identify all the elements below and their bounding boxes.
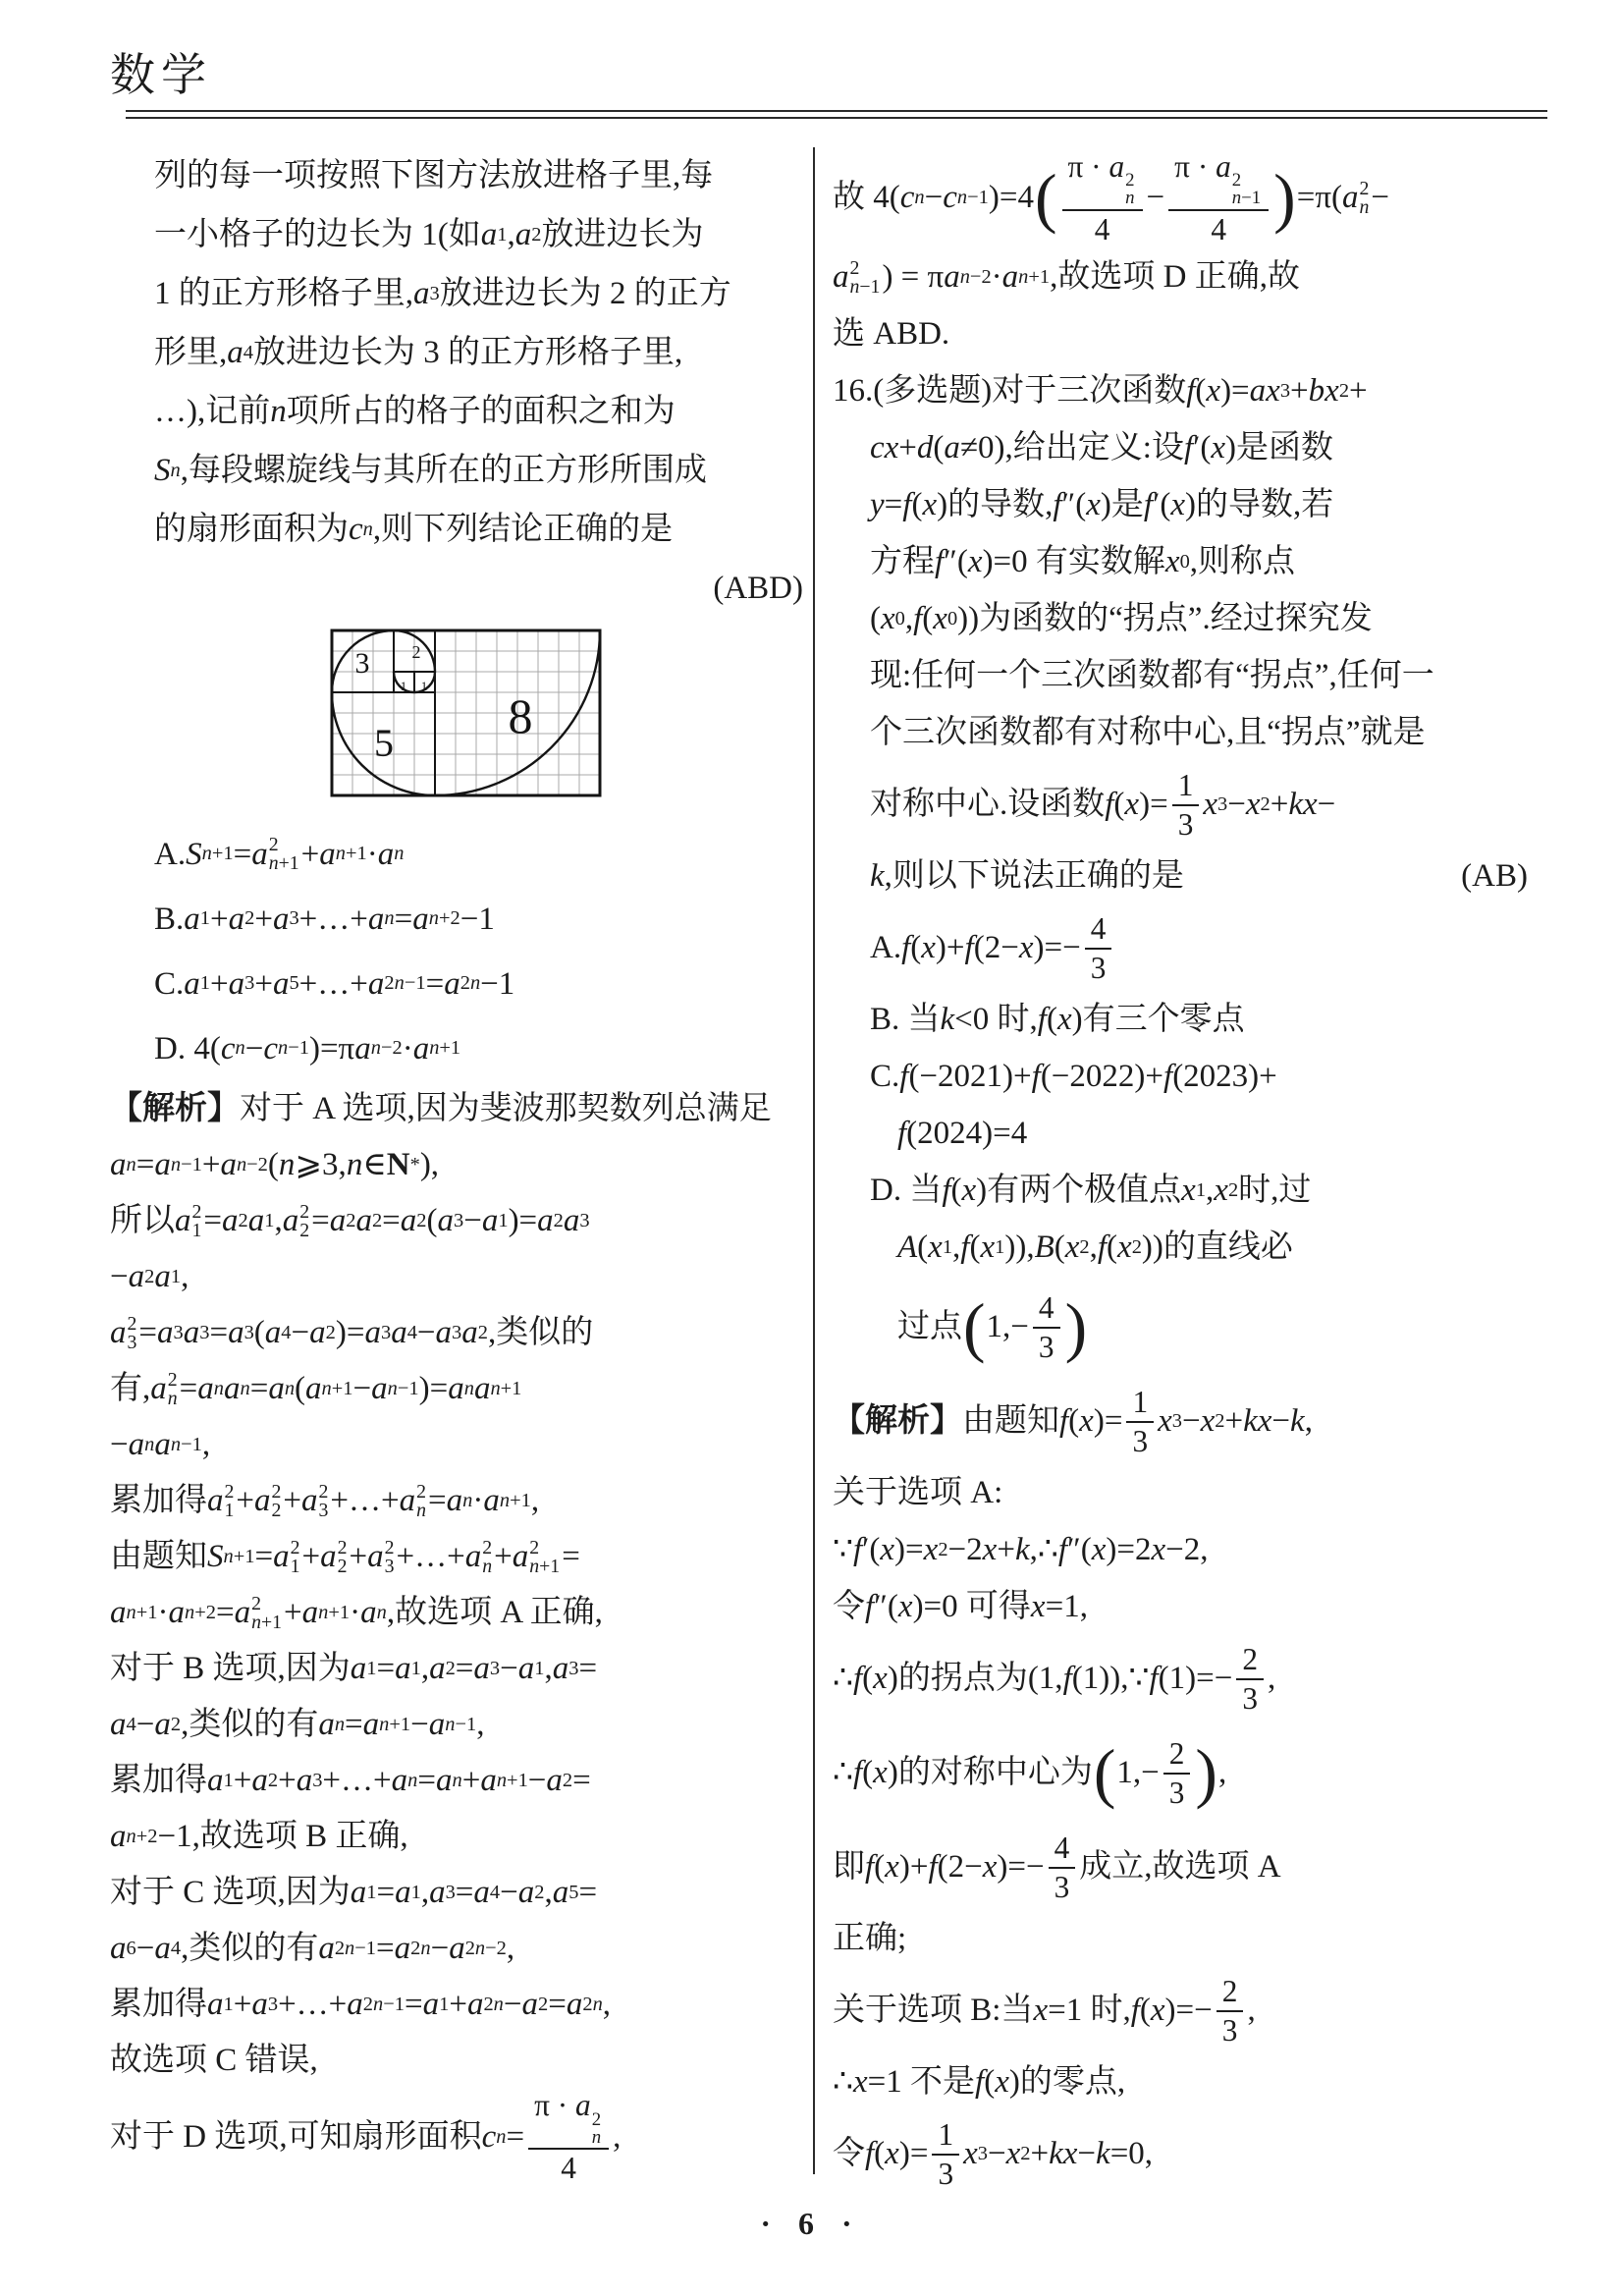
text-line: (ABD) (713, 571, 803, 607)
left-column (110, 147, 811, 2186)
text-line: 对于 D 选项,可知扇形面积 c n = π · a 2 n 4 , (110, 2088, 622, 2186)
text-line: a 4 − a 2 ,类似的有 a n = a n+1 − a n−1 , (110, 1707, 485, 1743)
text-line: 列的每一项按照下图方法放进格子里,每 (154, 158, 714, 194)
text-line: 过点 ( 1,− 4 3 ) (897, 1289, 1088, 1365)
text-line: 16.(多选题)对于三次函数 f ( x )= ax 3 + bx 2 + (833, 373, 1368, 410)
square-size-label: 5 (374, 721, 394, 765)
column-divider (813, 147, 815, 2174)
text-line: 方程 f ″( x )=0 有实数解 x 0 ,则称点 (870, 544, 1296, 580)
text-line: 【解析】 对于 A 选项,因为斐波那契数列总满足 (110, 1091, 772, 1127)
text-line: 个三次函数都有对称中心,且“拐点”就是 (870, 715, 1426, 751)
header-rule (126, 110, 1547, 119)
text-line: ∵ f ′( x )= x 2 −2 x + k ,∴ f ″( x )=2 x −2, (833, 1532, 1209, 1568)
text-line: 关于选项 A: (833, 1475, 1003, 1511)
text-line: 正确; (833, 1921, 907, 1957)
square-size-label: 1 (400, 679, 407, 693)
question-text-block (110, 147, 811, 619)
text-line: 形里, a 4 放进边长为 3 的正方形格子里, (154, 335, 683, 371)
text-line: y = f ( x )的导数, f ″( x )是 f ′( x )的导数,若 (870, 487, 1334, 523)
text-line: 累加得 a 1 + a 3 +…+ a 2n−1 = a 1 + a 2n − a 2 = a 2n , (110, 1987, 612, 2023)
text-line: A. f ( x )+ f (2− x )=− 4 3 (833, 905, 1534, 992)
text-line: 一小格子的边长为 1(如 a 1 , a 2 放进边长为 (154, 217, 704, 253)
text-line: 1 的正方形格子里, a 3 放进边长为 2 的正方 (154, 276, 731, 312)
page-title: 数学 (110, 50, 212, 100)
square-size-label: 2 (411, 642, 421, 662)
text-line: 令 f ( x )= 1 3 x 3 − x 2 + kx − k =0, (833, 2116, 1154, 2191)
analysis-block (110, 1081, 811, 2186)
text-line: 所以 a 2 1 = a 2 a 1 , a 2 2 = a 2 a 2 = a 2 ( a 3 − a 1 )= a 2 a 3 (110, 1200, 590, 1241)
text-line: − a n a n−1 , (110, 1427, 211, 1463)
text-line: D. 当 f ( x )有两个极值点 x 1 , x 2 时,过 (870, 1173, 1312, 1209)
text-line: 令 f ″( x )=0 可得 x =1, (833, 1589, 1088, 1625)
text-line: 对于 C 选项,因为 a 1 = a 1 , a 3 = a 4 − a 2 , a 5 = (110, 1875, 598, 1911)
text-line: A. S n+1 = a 2 n+1 + a n+1 · a n (154, 834, 405, 875)
text-line: 累加得 a 1 + a 2 + a 3 +…+ a n = a n + a n+1 − a 2 = (110, 1763, 591, 1799)
text-line: A ( x 1 , f ( x 1 )), B ( x 2 , f ( x 2 ))的直线必 (897, 1230, 1293, 1266)
text-line: D. 4( c n − c n−1 )=π a n−2 · a n+1 (154, 1030, 461, 1066)
text-line: a 2 3 = a 3 a 3 = a 3 ( a 4 − a 2 )= a 3 a 4 − a 3 a 2 ,类似的 (110, 1312, 594, 1353)
text-line: a n+1 · a n+2 = a 2 n+1 + a n+1 · a n ,故选项 A 正确, (110, 1592, 603, 1633)
text-line: B. 当 k <0 时, f ( x )有三个零点 (870, 1002, 1245, 1038)
text-line: 累加得 a 2 1 + a 2 2 + a 2 3 +…+ a 2 n = a n · a n+1 , (110, 1480, 540, 1521)
text-line: C. f (−2021)+ f (−2022)+ f (2023)+ (870, 1059, 1277, 1095)
text-line: ( x 0 , f ( x 0 ))为函数的“拐点”.经过探究发 (870, 601, 1373, 637)
text-line: 故选项 C 错误, (110, 2043, 318, 2079)
text-line: 对于 B 选项,因为 a 1 = a 1 , a 2 = a 3 − a 1 , a 3 = (110, 1651, 598, 1687)
square-size-label: 8 (508, 688, 533, 743)
text-line: 【解析】 由题知 f ( x )= 1 3 x 3 − x 2 + kx − k , (833, 1384, 1313, 1458)
square-size-label: 1 (420, 679, 428, 693)
spiral-grid-svg (328, 627, 604, 799)
text-line: a n+2 −1,故选项 B 正确, (110, 1819, 408, 1855)
text-line: a n = a n−1 + a n−2 ( n ⩾3, n ∈ N * ), (110, 1147, 440, 1183)
text-line: B. a 1 + a 2 + a 3 +…+ a n = a n+2 −1 (154, 901, 495, 937)
square-size-label: 3 (354, 647, 370, 680)
text-line: ∴ f ( x )的拐点为(1, f (1)),∵ f (1)=− 2 3 , (833, 1641, 1276, 1716)
fibonacci-spiral-figure (328, 627, 811, 810)
right-column (833, 147, 1534, 2198)
right-column-lines (833, 147, 1534, 2198)
text-line: …),记前 n 项所占的格子的面积之和为 (154, 394, 676, 430)
text-line: 的扇形面积为 c n ,则下列结论正确的是 (154, 512, 674, 548)
text-line: 选 ABD. (833, 316, 950, 353)
text-line: 即 f ( x )+ f (2− x )=− 4 3 成立,故选项 A (833, 1830, 1281, 1904)
text-line: 现:任何一个三次函数都有“拐点”,任何一 (870, 658, 1434, 694)
text-line: f (2024)=4 (897, 1116, 1028, 1152)
text-line: 对称中心.设函数 f ( x )= 1 3 x 3 − x 2 + kx − (870, 767, 1336, 842)
text-line: − a 2 a 1 , (110, 1259, 189, 1295)
text-line: a 2 n−1 ) = π a n−2 · a n+1 ,故选项 D 正确,故 (833, 257, 1300, 298)
text-line: a 6 − a 4 ,类似的有 a 2n−1 = a 2n − a 2n−2 , (110, 1931, 515, 1967)
text-line: ∴ x =1 不是 f ( x )的零点, (833, 2064, 1126, 2101)
text-line: 关于选项 B:当 x =1 时, f ( x )=− 2 3 , (833, 1973, 1256, 2048)
text-line: 有, a 2 n = a n a n = a n ( a n+1 − a n−1 )= a n a n+1 (110, 1368, 522, 1409)
text-line: 由题知 S n+1 = a 2 1 + a 2 2 + a 2 3 +…+ a 2 n + a 2 n+1 = (110, 1536, 580, 1577)
page-number: · 6 · (760, 2206, 862, 2241)
text-line: S n ,每段螺旋线与其所在的正方形所围成 (154, 453, 707, 489)
text-line: k ,则以下说法正确的是 (AB) (870, 858, 1528, 895)
text-line: cx + d ( a ≠0),给出定义:设 f ′( x )是函数 (870, 430, 1333, 466)
text-line: C. a 1 + a 3 + a 5 +…+ a 2n−1 = a 2n −1 (154, 965, 515, 1002)
text-line: 故 4( c n − c n−1 )=4 ( π · a 2 n 4 − π · a 2 n−1 4 ) =π( a 2 n − (833, 148, 1389, 246)
options-block (110, 822, 811, 1081)
text-line: ∴ f ( x )的对称中心为 ( 1,− 2 3 ) , (833, 1735, 1227, 1811)
